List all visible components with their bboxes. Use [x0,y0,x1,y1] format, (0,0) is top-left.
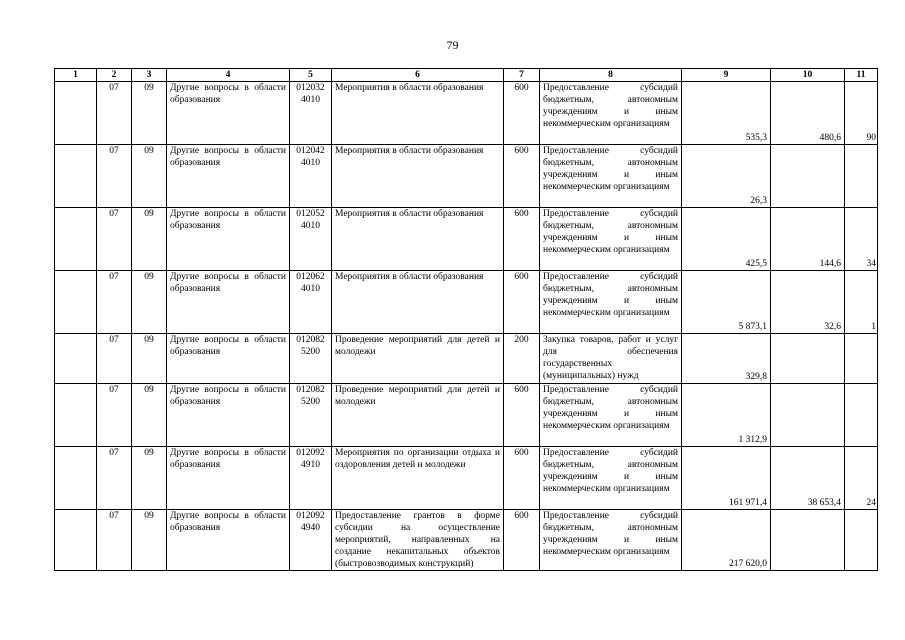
column-header-4: 4 [167,69,290,82]
cell-amount-9: 217 620,0 [682,510,771,571]
cell-expense-type: 600 [504,510,540,571]
table-row [55,208,878,271]
column-header-5: 5 [290,69,332,82]
cell-section-name: Другие вопросы в области образования [167,271,290,334]
cell-col-1 [55,384,97,447]
cell-section: 07 [97,208,132,271]
cell-section: 07 [97,447,132,510]
cell-subsection: 09 [132,271,167,334]
table-row [55,145,878,208]
cell-expense-type: 600 [504,145,540,208]
cell-target-code: 012052 4010 [290,208,332,271]
cell-amount-11: 90 [845,82,878,145]
cell-amount-11 [845,334,878,384]
cell-amount-9: 329,8 [682,334,771,384]
cell-col-1 [55,271,97,334]
cell-amount-9: 535,3 [682,82,771,145]
cell-target-code: 012082 5200 [290,384,332,447]
cell-target-name: Мероприятия в области образования [332,208,504,271]
cell-amount-10: 480,6 [771,82,845,145]
column-header-1: 1 [55,69,97,82]
cell-target-code: 012092 4940 [290,510,332,571]
cell-expense-type: 600 [504,208,540,271]
cell-expense-name: Предоставление субсидий бюджетным, автономным учреждениям и иным некоммерческим организациям [540,384,682,447]
cell-section: 07 [97,271,132,334]
cell-subsection: 09 [132,510,167,571]
header-row [55,69,878,82]
cell-section-name: Другие вопросы в области образования [167,145,290,208]
cell-expense-name: Предоставление субсидий бюджетным, автономным учреждениям и иным некоммерческим организациям [540,82,682,145]
cell-amount-11 [845,510,878,571]
cell-amount-11: 24 [845,447,878,510]
cell-section-name: Другие вопросы в области образования [167,510,290,571]
cell-col-1 [55,334,97,384]
cell-amount-11: 34 [845,208,878,271]
column-header-6: 6 [332,69,504,82]
column-header-10: 10 [771,69,845,82]
table-row [55,334,878,384]
column-header-8: 8 [540,69,682,82]
cell-section: 07 [97,334,132,384]
cell-col-1 [55,447,97,510]
cell-section-name: Другие вопросы в области образования [167,82,290,145]
cell-target-name: Предоставление грантов в форме субсидии на осуществление мероприятий, направленных на создание некапитальных объектов (быстровозводимых конструкций) [332,510,504,571]
cell-amount-11 [845,145,878,208]
cell-section: 07 [97,510,132,571]
cell-expense-type: 600 [504,384,540,447]
cell-amount-11: 1 [845,271,878,334]
cell-target-code: 012032 4010 [290,82,332,145]
cell-col-1 [55,208,97,271]
cell-target-code: 012062 4010 [290,271,332,334]
cell-subsection: 09 [132,334,167,384]
column-header-7: 7 [504,69,540,82]
cell-subsection: 09 [132,447,167,510]
cell-amount-9: 161 971,4 [682,447,771,510]
cell-section-name: Другие вопросы в области образования [167,384,290,447]
cell-section: 07 [97,384,132,447]
table-row [55,82,878,145]
cell-subsection: 09 [132,145,167,208]
cell-expense-name: Закупка товаров, работ и услуг для обеспечения государственных (муниципальных) нужд [540,334,682,384]
cell-expense-name: Предоставление субсидий бюджетным, автономным учреждениям и иным некоммерческим организациям [540,271,682,334]
cell-target-name: Мероприятия в области образования [332,271,504,334]
cell-amount-10: 144,6 [771,208,845,271]
cell-target-name: Мероприятия в области образования [332,82,504,145]
table-row [55,510,878,571]
cell-expense-name: Предоставление субсидий бюджетным, автономным учреждениям и иным некоммерческим организациям [540,208,682,271]
cell-section-name: Другие вопросы в области образования [167,208,290,271]
cell-amount-10 [771,334,845,384]
cell-expense-type: 600 [504,82,540,145]
cell-col-1 [55,510,97,571]
cell-amount-10: 38 653,4 [771,447,845,510]
cell-amount-9: 1 312,9 [682,384,771,447]
cell-subsection: 09 [132,384,167,447]
cell-col-1 [55,82,97,145]
table-row [55,271,878,334]
cell-amount-10 [771,145,845,208]
cell-target-name: Проведение мероприятий для детей и молодежи [332,334,504,384]
cell-subsection: 09 [132,82,167,145]
cell-amount-9: 425,5 [682,208,771,271]
page-number: 79 [446,38,459,52]
cell-target-name: Мероприятия по организации отдыха и оздоровления детей и молодежи [332,447,504,510]
table-row [55,447,878,510]
cell-section-name: Другие вопросы в области образования [167,334,290,384]
cell-amount-10 [771,510,845,571]
cell-section: 07 [97,145,132,208]
cell-expense-name: Предоставление субсидий бюджетным, автономным учреждениям и иным некоммерческим организациям [540,145,682,208]
column-header-3: 3 [132,69,167,82]
cell-amount-9: 5 873,1 [682,271,771,334]
cell-target-code: 012042 4010 [290,145,332,208]
cell-amount-10 [771,384,845,447]
cell-col-1 [55,145,97,208]
cell-amount-9: 26,3 [682,145,771,208]
budget-table [54,68,878,571]
table-row [55,384,878,447]
cell-section-name: Другие вопросы в области образования [167,447,290,510]
cell-expense-type: 200 [504,334,540,384]
cell-expense-type: 600 [504,447,540,510]
cell-subsection: 09 [132,208,167,271]
cell-target-name: Мероприятия в области образования [332,145,504,208]
cell-target-code: 012082 5200 [290,334,332,384]
column-header-9: 9 [682,69,771,82]
cell-expense-name: Предоставление субсидий бюджетным, автономным учреждениям и иным некоммерческим организациям [540,510,682,571]
cell-expense-type: 600 [504,271,540,334]
column-header-11: 11 [845,69,878,82]
cell-expense-name: Предоставление субсидий бюджетным, автономным учреждениям и иным некоммерческим организациям [540,447,682,510]
cell-target-code: 012092 4910 [290,447,332,510]
cell-section: 07 [97,82,132,145]
cell-amount-11 [845,384,878,447]
cell-amount-10: 32,6 [771,271,845,334]
column-header-2: 2 [97,69,132,82]
cell-target-name: Проведение мероприятий для детей и молодежи [332,384,504,447]
